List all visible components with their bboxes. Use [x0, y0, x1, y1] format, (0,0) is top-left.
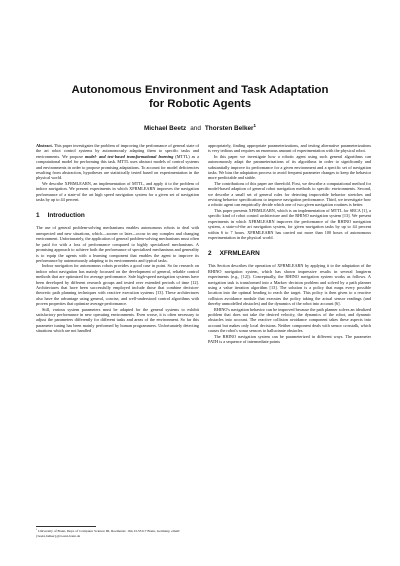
right-column [208, 143, 371, 344]
xfrm-paragraph-2: RHINO's navigation behavior can be improved because the path planner solves an idealized problem that does not take the desired velocity, the dynamics of the robot, and dynamic obstacles into account. The reactive collision avoidance component takes these aspects into account but makes only local decisions. Neither component deals with sensor crosstalk, which causes the robot's sonar sensors to hallucinate obstacles. [208, 306, 371, 334]
xfrm-paragraph-1: This Section describes the operation of XFRMLEARN by applying it to the adaptation of the RHINO navigation system, which has shown impressive results in several longterm experiments (e.g., [12]). Conceptually, the RHINO navigation system works as follows. A navigation task is transformed into a Markov decision problem and solved by a path planner using a value iteration algorithm [13]. The solution is a policy that maps every possible location into the optimal heading to reach the target. This policy is then given to a reactive collision avoidance module that executes the policy taking the actual sensor readings (and thereby unmodelled obstacles) and the dynamics of the robot into account [6]. [208, 263, 371, 307]
intro-paragraph-3: Still, various system parameters must be adapted for the general systems to exhibit satisfactory performance in new operating environments. Even worse, it is often necessary to adjust the parameters differently for different tasks and areas of the environment. So far this parameter tuning has been mainly performed by human programmers. Unfortunately detecting situations which are not handled [36, 306, 199, 334]
abstract-paragraph-2: We describe XFRMLEARN, an implementation of MTTL, and apply it to the problem of indoor navigation. We present experiments in which XFRMLEARN improves the navigation performance of a state-of the art high speed navigation system for a given set of navigation tasks by up to 44 percent. [36, 180, 199, 203]
abstract-label: Abstract. [36, 143, 53, 148]
footnote-text: University of Bonn, Dept. of Computer Science III, Roemerstr. 164, D-53117 Bonn, Germany, email: {beetz,belker}@cs.uni-bonn.de [36, 529, 181, 538]
intro-paragraph-2: Indoor navigation for autonomous robots provides a good case in point. So far research on indoor robot navigation has mainly focussed on the development of general, reliable control methods that are optimized for average performance. Safe high-speed navigation systems have been developed by different research groups and tested over extended periods of time [12]. Architectures that have been successfully employed include those that combine decision-theoretic path planning techniques with reactive execution systems [13]. These architectures also have the advantage using general, concise, and well-understood control algorithms with proven properties that optimize average performance. [36, 263, 199, 307]
abstract-emphasis: model- and test-based transformational learning [85, 153, 174, 159]
section-title: Introduction [47, 212, 85, 220]
right-paragraph-1: appropriately, finding appropriate parameterizations, and testing alternative parameterizations is very tedious and requires an enormous amount of experimentation with the physical robot. [208, 143, 371, 154]
author-conjunction: and [190, 125, 201, 132]
abstract-paragraph [36, 143, 199, 181]
title-line-2: for Robotic Agents [148, 98, 252, 110]
right-paragraph-3: The contributions of this paper are threefold. First, we describe a computational method for model-based adaption of general robot navigation methods to specific environments. Second, we describe a small set of general rules for detecting improvable behavior stretches and revising behavior specifications to improve navigation performance. Third, we investigate how a robotic agent can empirically decide which one of two given navigation routines is better. [208, 180, 371, 208]
section-number: 1 [36, 212, 40, 220]
author-beetz: Michael Beetz [143, 125, 187, 132]
section-heading-introduction [36, 212, 199, 220]
section-heading-xfrmlearn [208, 250, 371, 258]
section-title: XFRMLEARN [219, 250, 260, 258]
footnote-rule [36, 526, 96, 527]
paper-title [0, 83, 400, 111]
abstract-text-a: This paper investigates the problem of improving the performance of general state of the art robot control systems by autonomously adapting them to specific tasks and environments. We propose [36, 143, 199, 159]
intro-paragraph-1: The use of general problem-solving mechanisms enables autonomous robots to deal with unexpected and new situations, which—sooner or later—occur in any complex and changing environment. Unfortunately, the application of general problem-solving mechanisms must often be paid for with a loss of performance compared to highly specialized mechanisms. A promising approach to achieve both the performance of specialized mechanisms and generality is to equip the agents with a learning component that enables the agent to improve its performance by autonomously adapting to its environments and typical tasks. [36, 225, 199, 263]
footnote-mark: 1 [36, 527, 38, 531]
right-paragraph-4: This paper presents XFRMLEARN, which is an implementation of MTTL for SRCA [1], a specific kind of robot control architecture and the RHINO navigation system [13]. We present experiments in which XFRMLEARN improves the performance of the RHINO navigation system, a state-of-the art navigation system, for given navigation tasks by up to 44 percent within 6 to 7 hours. XFRMLEARN has carried out more than 100 hours of autonomous experimentation in the physical world. [208, 207, 371, 240]
section-number: 2 [208, 250, 212, 258]
author-footnote-mark: 1 [253, 122, 257, 128]
title-line-1: Autonomous Environment and Task Adaptation [71, 84, 329, 96]
left-column [36, 143, 199, 334]
footnote [36, 529, 199, 538]
xfrm-paragraph-3: The RHINO navigation system can be parameterized in different ways. The parameter PATH is a sequence of intermediate points [208, 333, 371, 344]
right-paragraph-2: In this paper we investigate how a robotic agent using such general algorithms can autonomously adapt the parameterizations of its algorithms in order to significantly and substantially improve its performance for a given environment and a specific set of navigation tasks. We bias the adaptation process to avoid frequent parameter changes to keep the behavior more predictable and stable. [208, 153, 371, 181]
author-belker: Thorsten Belker [204, 125, 254, 132]
abstract-text-b: (MTTL) as a computational model for performing this task. MTTL uses abstract models of control systems and environments in order to propose promising adaptations. To account for model deficiencies resulting from abstraction, hypotheses are statistically tested based on experimentation in the physical world. [36, 153, 200, 181]
author-list [0, 122, 400, 133]
